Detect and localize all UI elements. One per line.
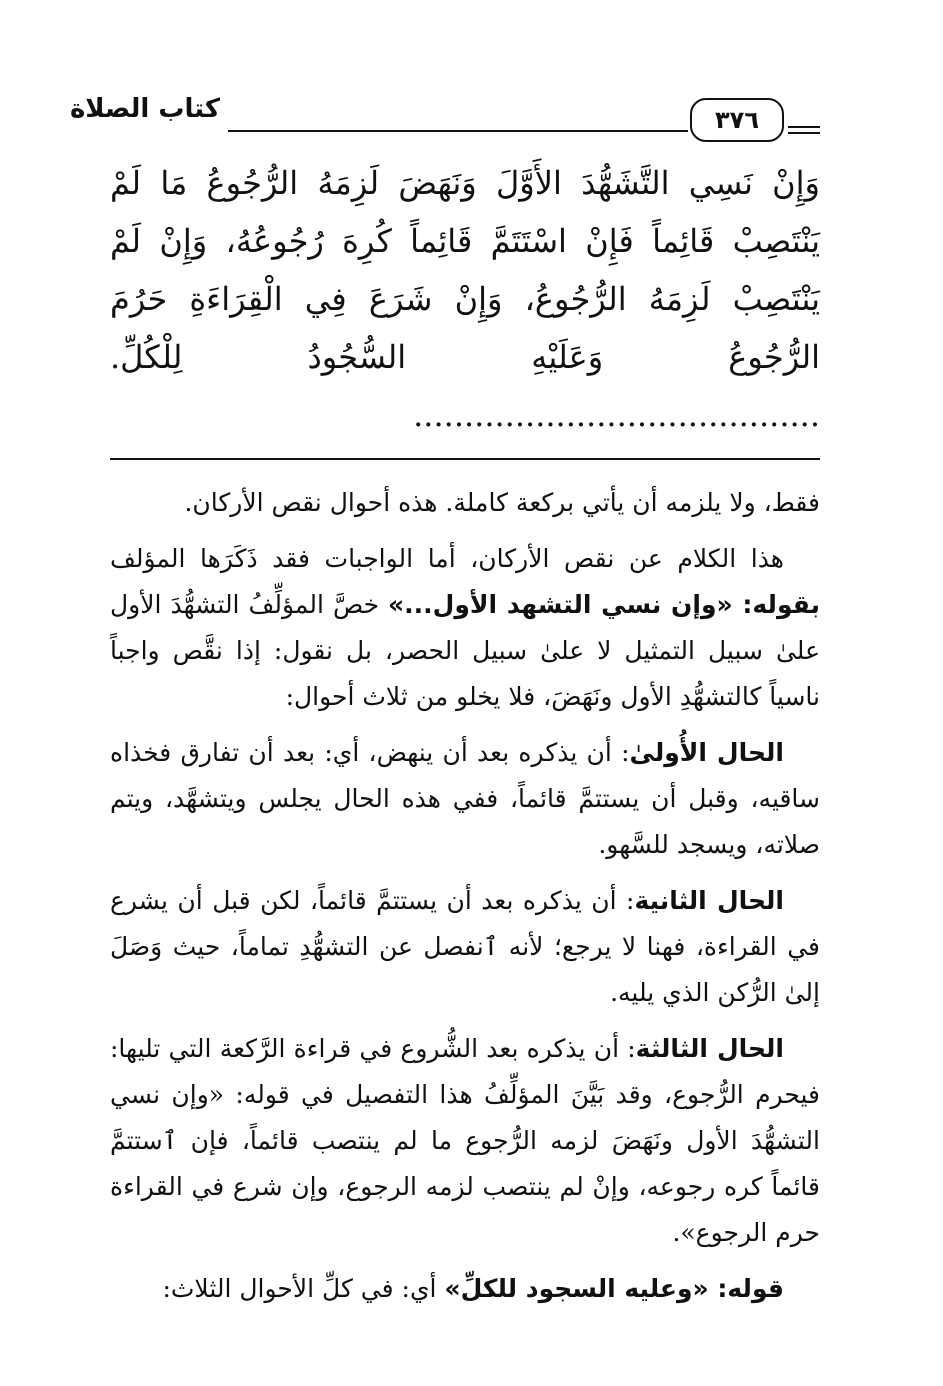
commentary-paragraph-3: [110, 730, 820, 868]
book-page: [69, 88, 820, 1322]
third-case-text: : أن يذكره بعد الشُّروع في قراءة الرَّكعة التي تليها: فيحرم الرُّجوع، وقد بَيَّنَ المؤلِّفُ هذا التفصيل في قوله: «وإن نسي التشهُّدَ الأول ونَهَضَ لزمه الرُّجوع ما لم ينتصب قائماً، فإن ٱستتمَّ قائماً كره رجوعه، وإنْ لم ينتصب لزمه الرجوع، وإن شرع في القراءة حرم الرجوع».: [110, 1034, 820, 1247]
quote-text: أي: في كلِّ الأحوال الثلاث:: [162, 1274, 445, 1303]
matn-body: وَإِنْ نَسِي التَّشَهُّدَ الأَوَّلَ وَنَهَضَ لَزِمَهُ الرُّجُوعُ مَا لَمْ يَنْتَصِبْ قَائِماً فَإِنْ اسْتَتَمَّ قَائِماً كُرِهَ رُجُوعُهُ، وَإِنْ لَمْ يَنْتَصِبْ لَزِمَهُ الرُّجُوعُ، وَإِنْ شَرَعَ فِي الْقِرَاءَةِ حَرُمَ الرُّجُوعُ وَعَلَيْهِ السُّجُودُ لِلْكُلِّ.: [110, 164, 820, 376]
commentary-paragraph-5: [110, 1026, 820, 1256]
commentary-paragraph-1: [110, 480, 820, 526]
first-case-label: الحال الأُولىٰ: [629, 738, 784, 767]
book-title: كتاب الصلاة: [69, 94, 220, 124]
paragraph-2-text: خصَّ المؤلِّفُ التشهُّدَ الأول علىٰ سبيل التمثيل لا علىٰ سبيل الحصر، بل نقول: إذا نقَّص واجباً ناسياً كالتشهُّدِ الأول ونَهَضَ، فلا يخلو من ثلاث أحوال:: [110, 590, 820, 711]
matn-text: [110, 154, 820, 444]
commentary-paragraph-4: [110, 878, 820, 1016]
section-separator: [110, 458, 820, 460]
paragraph-2-intro: هذا الكلام عن نقص الأركان، أما الواجبات فقد ذَكَرَها المؤلف: [110, 544, 784, 573]
commentary-paragraph-2: [110, 536, 820, 720]
second-case-text: : أن يذكره بعد أن يستتمَّ قائماً، لكن قبل أن يشرع في القراءة، فهنا لا يرجع؛ لأنه ٱنفصل عن التشهُّدِ تماماً، حيث وَصَلَ إلىٰ الرُّكن الذي يليه.: [110, 886, 820, 1007]
matn-dots: ........................................: [413, 396, 820, 434]
header-rule: [228, 130, 688, 132]
third-case-label: الحال الثالثة: [635, 1034, 784, 1063]
second-case-label: الحال الثانية: [634, 886, 785, 915]
header-rule-right-top: [788, 126, 820, 128]
header-rule-right-bottom: [788, 132, 820, 134]
page-number: ٣٧٦: [690, 98, 784, 142]
page-header: [69, 88, 820, 144]
quote-label: قوله: «وعليه السجود للكلِّ»: [444, 1274, 784, 1303]
commentary: [110, 480, 820, 1312]
commentary-paragraph-6: [110, 1266, 820, 1312]
paragraph-2-quote: بقوله: «وإن نسي التشهد الأول...»: [388, 590, 820, 619]
paragraph-1-text: فقط، ولا يلزمه أن يأتي بركعة كاملة. هذه أحوال نقص الأركان.: [184, 488, 820, 517]
first-case-text: : أن يذكره بعد أن ينهض، أي: بعد أن تفارق فخذاه ساقيه، وقبل أن يستتمَّ قائماً، ففي هذه الحال يجلس ويتشهَّد، ويتم صلاته، ويسجد للسَّهو.: [110, 738, 820, 859]
